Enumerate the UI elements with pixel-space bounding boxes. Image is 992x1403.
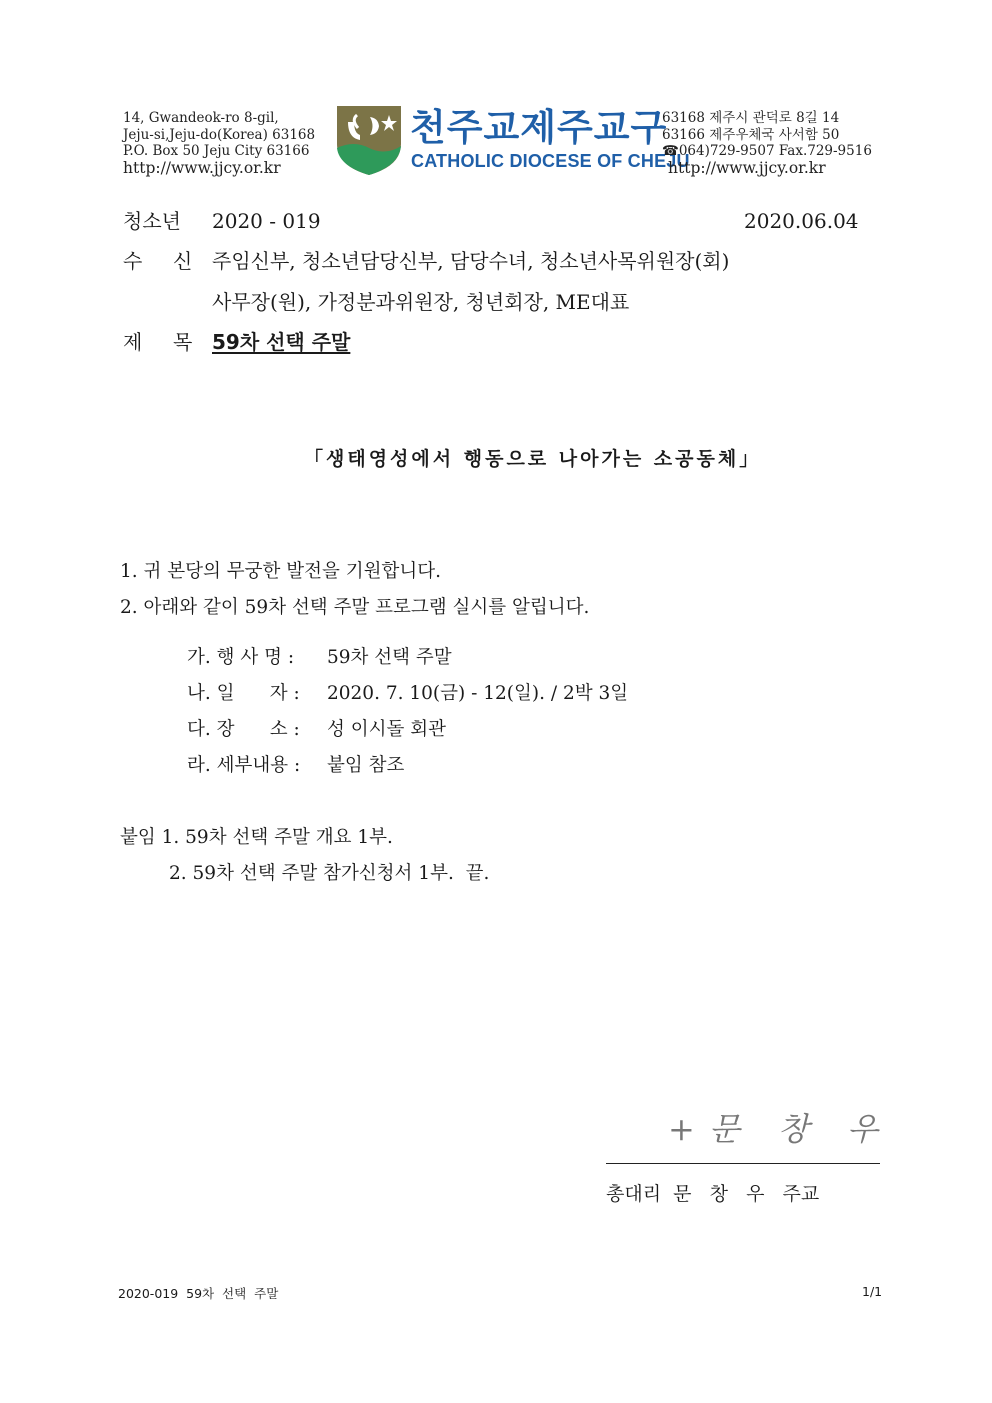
footer-page-number: 1/1 <box>862 1284 883 1299</box>
theme-title: 「생태영성에서 행동으로 나아가는 소공동체」 <box>304 448 762 470</box>
recipients-line-2: 사무장(원), 가정분과위원장, 청년회장, ME대표 <box>212 290 630 314</box>
left-address-block <box>123 110 315 176</box>
address-line: Jeju-si,Jeju-do(Korea) 63168 <box>123 126 316 143</box>
website-link[interactable]: http://www.jjcy.or.kr <box>123 158 281 177</box>
address-line: P.O. Box 50 Jeju City 63166 <box>123 143 310 159</box>
address-line: 14, Gwandeok-ro 8-gil, <box>123 110 279 126</box>
signatory-name: 총대리 문 창 우 주교 <box>606 1183 820 1205</box>
item-value: 59차 선택 주말 <box>327 647 452 668</box>
diocese-logo-icon <box>334 104 404 176</box>
subject-label: 제 목 <box>123 330 199 354</box>
item-label: 라. 세부내용 : <box>187 755 301 776</box>
item-value: 2020. 7. 10(금) - 12(일). / 2박 3일 <box>327 683 629 704</box>
recipients-line-1: 주임신부, 청소년담당신부, 담당수녀, 청소년사목위원장(회) <box>212 249 730 273</box>
right-address-block <box>662 110 872 176</box>
phone-fax-line: ☎064)729-9507 Fax.729-9516 <box>662 143 872 159</box>
footer-doc-ref: 2020-019 59차 선택 주말 <box>118 1286 279 1301</box>
item-value: 붙임 참조 <box>327 755 405 776</box>
paragraph-2: 2. 아래와 같이 59차 선택 주말 프로그램 실시를 알립니다. <box>120 597 590 618</box>
handwritten-signature: +문 창 우 <box>668 1110 892 1148</box>
item-label: 다. 장 소 : <box>187 719 300 740</box>
address-line: 63166 제주우체국 사서함 50 <box>662 126 840 143</box>
paragraph-1: 1. 귀 본당의 무궁한 발전을 기원합니다. <box>120 561 442 582</box>
attachment-1: 붙임 1. 59차 선택 주말 개요 1부. <box>120 827 393 848</box>
attachment-2: 2. 59차 선택 주말 참가신청서 1부. 끝. <box>169 863 490 884</box>
website-link[interactable]: http://www.jjcy.or.kr <box>668 158 826 177</box>
subject-title: 59차 선택 주말 <box>212 330 351 354</box>
address-line: 63168 제주시 관덕로 8길 14 <box>662 110 840 126</box>
doc-date: 2020.06.04 <box>744 209 859 233</box>
item-label: 가. 행 사 명 : <box>187 647 295 668</box>
doc-number: 2020 - 019 <box>212 209 321 233</box>
item-value: 성 이시돌 회관 <box>327 719 446 740</box>
org-name-korean: 천주교제주교구 <box>410 106 668 149</box>
signature-line <box>606 1163 880 1164</box>
recipient-label: 수 신 <box>123 249 199 273</box>
org-name-english: CATHOLIC DIOCESE OF CHEJU <box>411 151 690 171</box>
item-label: 나. 일 자 : <box>187 683 300 704</box>
doc-dept: 청소년 <box>123 209 181 233</box>
